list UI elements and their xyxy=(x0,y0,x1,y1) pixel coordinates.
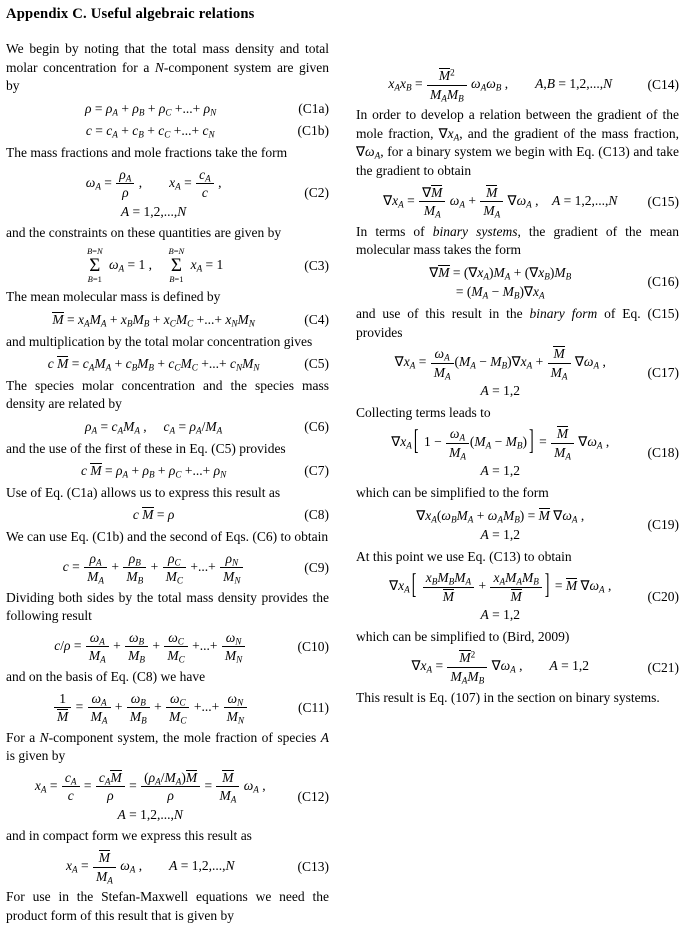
equation-body: $x_A$ = $\frac{c_A}{c}$ = $c_AM$ ρ = $\frac{(\rho_A/M_A)M}{\rho}$ = $\frac{M}{M_A}$ $\omega_A$ , A = 1,2,...,N xyxy=(34,769,266,822)
equation-body: $\nabla x_A$ = $M^2$ $M_AM_B$ $\nabla\omega_A$ , A = 1,2 xyxy=(411,649,590,686)
equation-c8 xyxy=(6,505,329,525)
paragraph: We can use Eq. (C1b) and the second of Eqs. (C6) to obtain xyxy=(6,528,329,544)
equation-body: c = $\frac{\rho_A}{M_A}$ + $\frac{\rho_B}{M_B}$ + $\frac{\rho_C}{M_C}$ +...+ $\frac{\rho_N}{M_N}$ xyxy=(6,550,301,586)
equation-tag: (C12) xyxy=(297,788,329,804)
inline-math: binary form xyxy=(529,305,598,321)
right-column xyxy=(356,40,679,707)
equation-body: $\omega_A$ = $\frac{\rho_A}{\rho}$ , $x_A$ = $\frac{c_A}{c}$ , A = 1,2,...,N xyxy=(85,166,222,219)
equation-c20 xyxy=(356,569,679,625)
equation-tag: (C6) xyxy=(304,418,329,434)
equation-c10 xyxy=(6,629,329,665)
equation-body: $c = c_A + c_B + c_C$ +...+ $c_N$ xyxy=(85,123,215,140)
paragraph: Collecting terms leads to xyxy=(356,404,491,420)
two-column-layout xyxy=(6,40,679,925)
left-column xyxy=(6,40,329,925)
equation-body: $\nabla M = (\nabla x_A)M_A + (\nabla x_B)M_B$ = $(M_A - M_B)\nabla x_A$ xyxy=(429,264,572,301)
inline-math: N xyxy=(154,59,164,75)
equation-body: B=N Σ B=1 $\omega_A = 1$ , B=N Σ B=1 $x_A = 1$ xyxy=(86,245,224,285)
paragraph: and multiplication by the total molar concentration gives xyxy=(6,333,313,349)
equation-tag: (C16) xyxy=(647,274,679,290)
equation-tag: (C1a) xyxy=(298,100,329,116)
equation-body: $\nabla x_A(\omega_BM_A + \omega_AM_B) = M$ $\nabla\omega_A$ , A = 1,2 xyxy=(416,507,585,543)
equation-tag: (C4) xyxy=(304,311,329,327)
equation-tag: (C9) xyxy=(304,559,329,575)
equation-body: $\frac{1}{M}$ = $\frac{\omega_A}{M_A}$ + $\frac{\omega_B}{M_B}$ + $\frac{\omega_C}{M_C}$ +...+ $\frac{\omega_N}{M_N}$ xyxy=(6,690,295,726)
paragraph: Use of Eq. (C1a) allows us to express this result as xyxy=(6,484,281,500)
equation-tag: (C5) xyxy=(304,356,329,372)
paragraph: This result is Eq. (107) in the section on binary systems. xyxy=(356,689,660,705)
equation-c17 xyxy=(356,345,679,401)
equation-tag: (C13) xyxy=(297,859,329,875)
equation-body: $\rho = \rho_A + \rho_B + \rho_C$ +...+ $\rho_N$ xyxy=(85,100,217,118)
paragraph: and the use of the first of these in Eq. (C5) provides xyxy=(6,440,286,456)
equation-tag: (C15) xyxy=(647,193,679,209)
paragraph: and on the basis of Eq. (C8) we have xyxy=(6,668,206,684)
equation-tag: (C3) xyxy=(304,257,329,273)
page-title: Appendix C. Useful algebraic relations xyxy=(6,6,255,22)
paragraph: The species molar concentration and the species mass density are related by xyxy=(6,377,329,412)
equation-tag: (C14) xyxy=(647,77,679,93)
paragraph: We begin by noting that the total mass density and total molar concentration for a N-component system are given by xyxy=(6,41,329,94)
paragraph: which can be simplified to (Bird, 2009) xyxy=(356,628,570,644)
equation-c1a xyxy=(6,99,329,119)
equation-tag: (C21) xyxy=(647,659,679,675)
inline-math: A xyxy=(320,729,329,745)
equation-body: $M = x_AM_A + x_BM_B + x_CM_C$ +...+ $x_NM_N$ xyxy=(52,312,255,329)
equation-c7 xyxy=(6,461,329,481)
paragraph: In terms of binary systems, the gradient of the mean molecular mass takes the form xyxy=(356,223,679,258)
equation-c14 xyxy=(356,67,679,103)
equation-tag: (C20) xyxy=(647,589,679,605)
equation-body: c/ρ = $\frac{\omega_A}{M_A}$ + $\frac{\omega_B}{M_B}$ + $\frac{\omega_C}{M_C}$ +...+ $\frac{\omega_N}{M_N}$ xyxy=(6,629,295,665)
equation-c1b xyxy=(6,121,329,141)
equation-c5 xyxy=(6,354,329,374)
equation-tag: (C2) xyxy=(304,185,329,201)
equation-tag: (C8) xyxy=(304,507,329,523)
equation-tag: (C10) xyxy=(297,638,329,654)
paragraph: The mean molecular mass is defined by xyxy=(6,289,221,305)
equation-c4 xyxy=(6,310,329,330)
equation-tag: (C11) xyxy=(298,699,329,715)
paragraph: In order to develop a relation between the gradient of the mole fraction, $\nabla x_A$, and the gradient of the mass fraction, $\nabla\omega_A$, for a binary system we begin with Eq. (C13) and take the gradient to obtain xyxy=(356,107,679,178)
equation-body: $x_Ax_B$ = $M^2$ $M_AM_B$ $\omega_A\omega_B$ , A,B = 1,2,...,N xyxy=(388,67,613,104)
equation-body: c M = ρ xyxy=(132,507,175,523)
equation-c13 xyxy=(6,849,329,885)
equation-c6 xyxy=(6,417,329,437)
paragraph: The mass fractions and mole fractions take the form xyxy=(6,144,288,160)
paragraph: and the constraints on these quantities are given by xyxy=(6,225,282,241)
equation-c18 xyxy=(356,425,679,481)
equation-c15 xyxy=(356,184,679,220)
inline-math: $\nabla\omega_A$ xyxy=(356,144,381,161)
equation-body: $\nabla x_A$ = $\frac{\omega_A}{M_A}$ $(M_A - M_B)\nabla x_A$ + $\frac{M}{M_A}$ $\nabla\omega_A$ , A = 1,2 xyxy=(394,346,606,399)
equation-body: c $M = c_AM_A + c_BM_B + c_CM_C$ +...+ $c_NM_N$ xyxy=(47,356,260,373)
paragraph: Dividing both sides by the total mass density provides the following result xyxy=(6,589,329,624)
equation-c16 xyxy=(356,263,679,302)
equation-body: c $M = \rho_A + \rho_B + \rho_C$ +...+ $\rho_N$ xyxy=(80,463,227,480)
equation-c12 xyxy=(6,769,329,825)
inline-math: binary systems xyxy=(432,223,518,239)
equation-tag: (C1b) xyxy=(297,123,329,139)
equation-c2 xyxy=(6,166,329,222)
inline-math: N xyxy=(39,729,49,745)
equation-c9 xyxy=(6,550,329,586)
equation-c19 xyxy=(356,506,679,545)
paragraph: and in compact form we express this result as xyxy=(6,828,252,844)
paragraph: For a N-component system, the mole fraction of species A is given by xyxy=(6,729,329,764)
equation-tag: (C19) xyxy=(647,517,679,533)
equation-tag: (C7) xyxy=(304,463,329,479)
paragraph: For use in the Stefan-Maxwell equations we need the product form of this result that is given by xyxy=(6,889,329,923)
equation-tag: (C18) xyxy=(647,445,679,461)
equation-c3 xyxy=(6,246,329,286)
equation-body: $\nabla x_A$ [ 1 − $\frac{\omega_A}{M_A}$ $(M_A - M_B)$ ] = $\frac{M}{M_A}$ $\nabla\omega_A$ , A = 1,2 xyxy=(391,426,610,479)
equation-c11 xyxy=(6,690,329,726)
equation-c21 xyxy=(356,649,679,685)
equation-tag: (C17) xyxy=(647,364,679,380)
paragraph: and use of this result in the binary form of Eq. (C15) provides xyxy=(356,305,679,340)
equation-body: $\nabla x_A$ = $\frac{\nabla M}{M_A}$ $\omega_A$ + $\frac{M}{M_A}$ $\nabla\omega_A$ , A = 1,2,...,N xyxy=(383,184,618,220)
equation-body: $\rho_A = c_AM_A$ , $c_A = \rho_A/M_A$ xyxy=(84,419,223,436)
equation-body: $\nabla x_A$ [ $x_BM_BM_A$ M + $x_AM_AM_B$ M ] = M $\nabla\omega_A$ , A = 1,2 xyxy=(389,570,612,623)
inline-math: $\nabla x_A$ xyxy=(438,125,460,143)
paragraph: At this point we use Eq. (C13) to obtain xyxy=(356,548,572,564)
equation-body: $x_A$ = $\frac{M}{M_A}$ $\omega_A$ , A = 1,2,...,N xyxy=(65,850,235,886)
paragraph: which can be simplified to the form xyxy=(356,484,549,500)
